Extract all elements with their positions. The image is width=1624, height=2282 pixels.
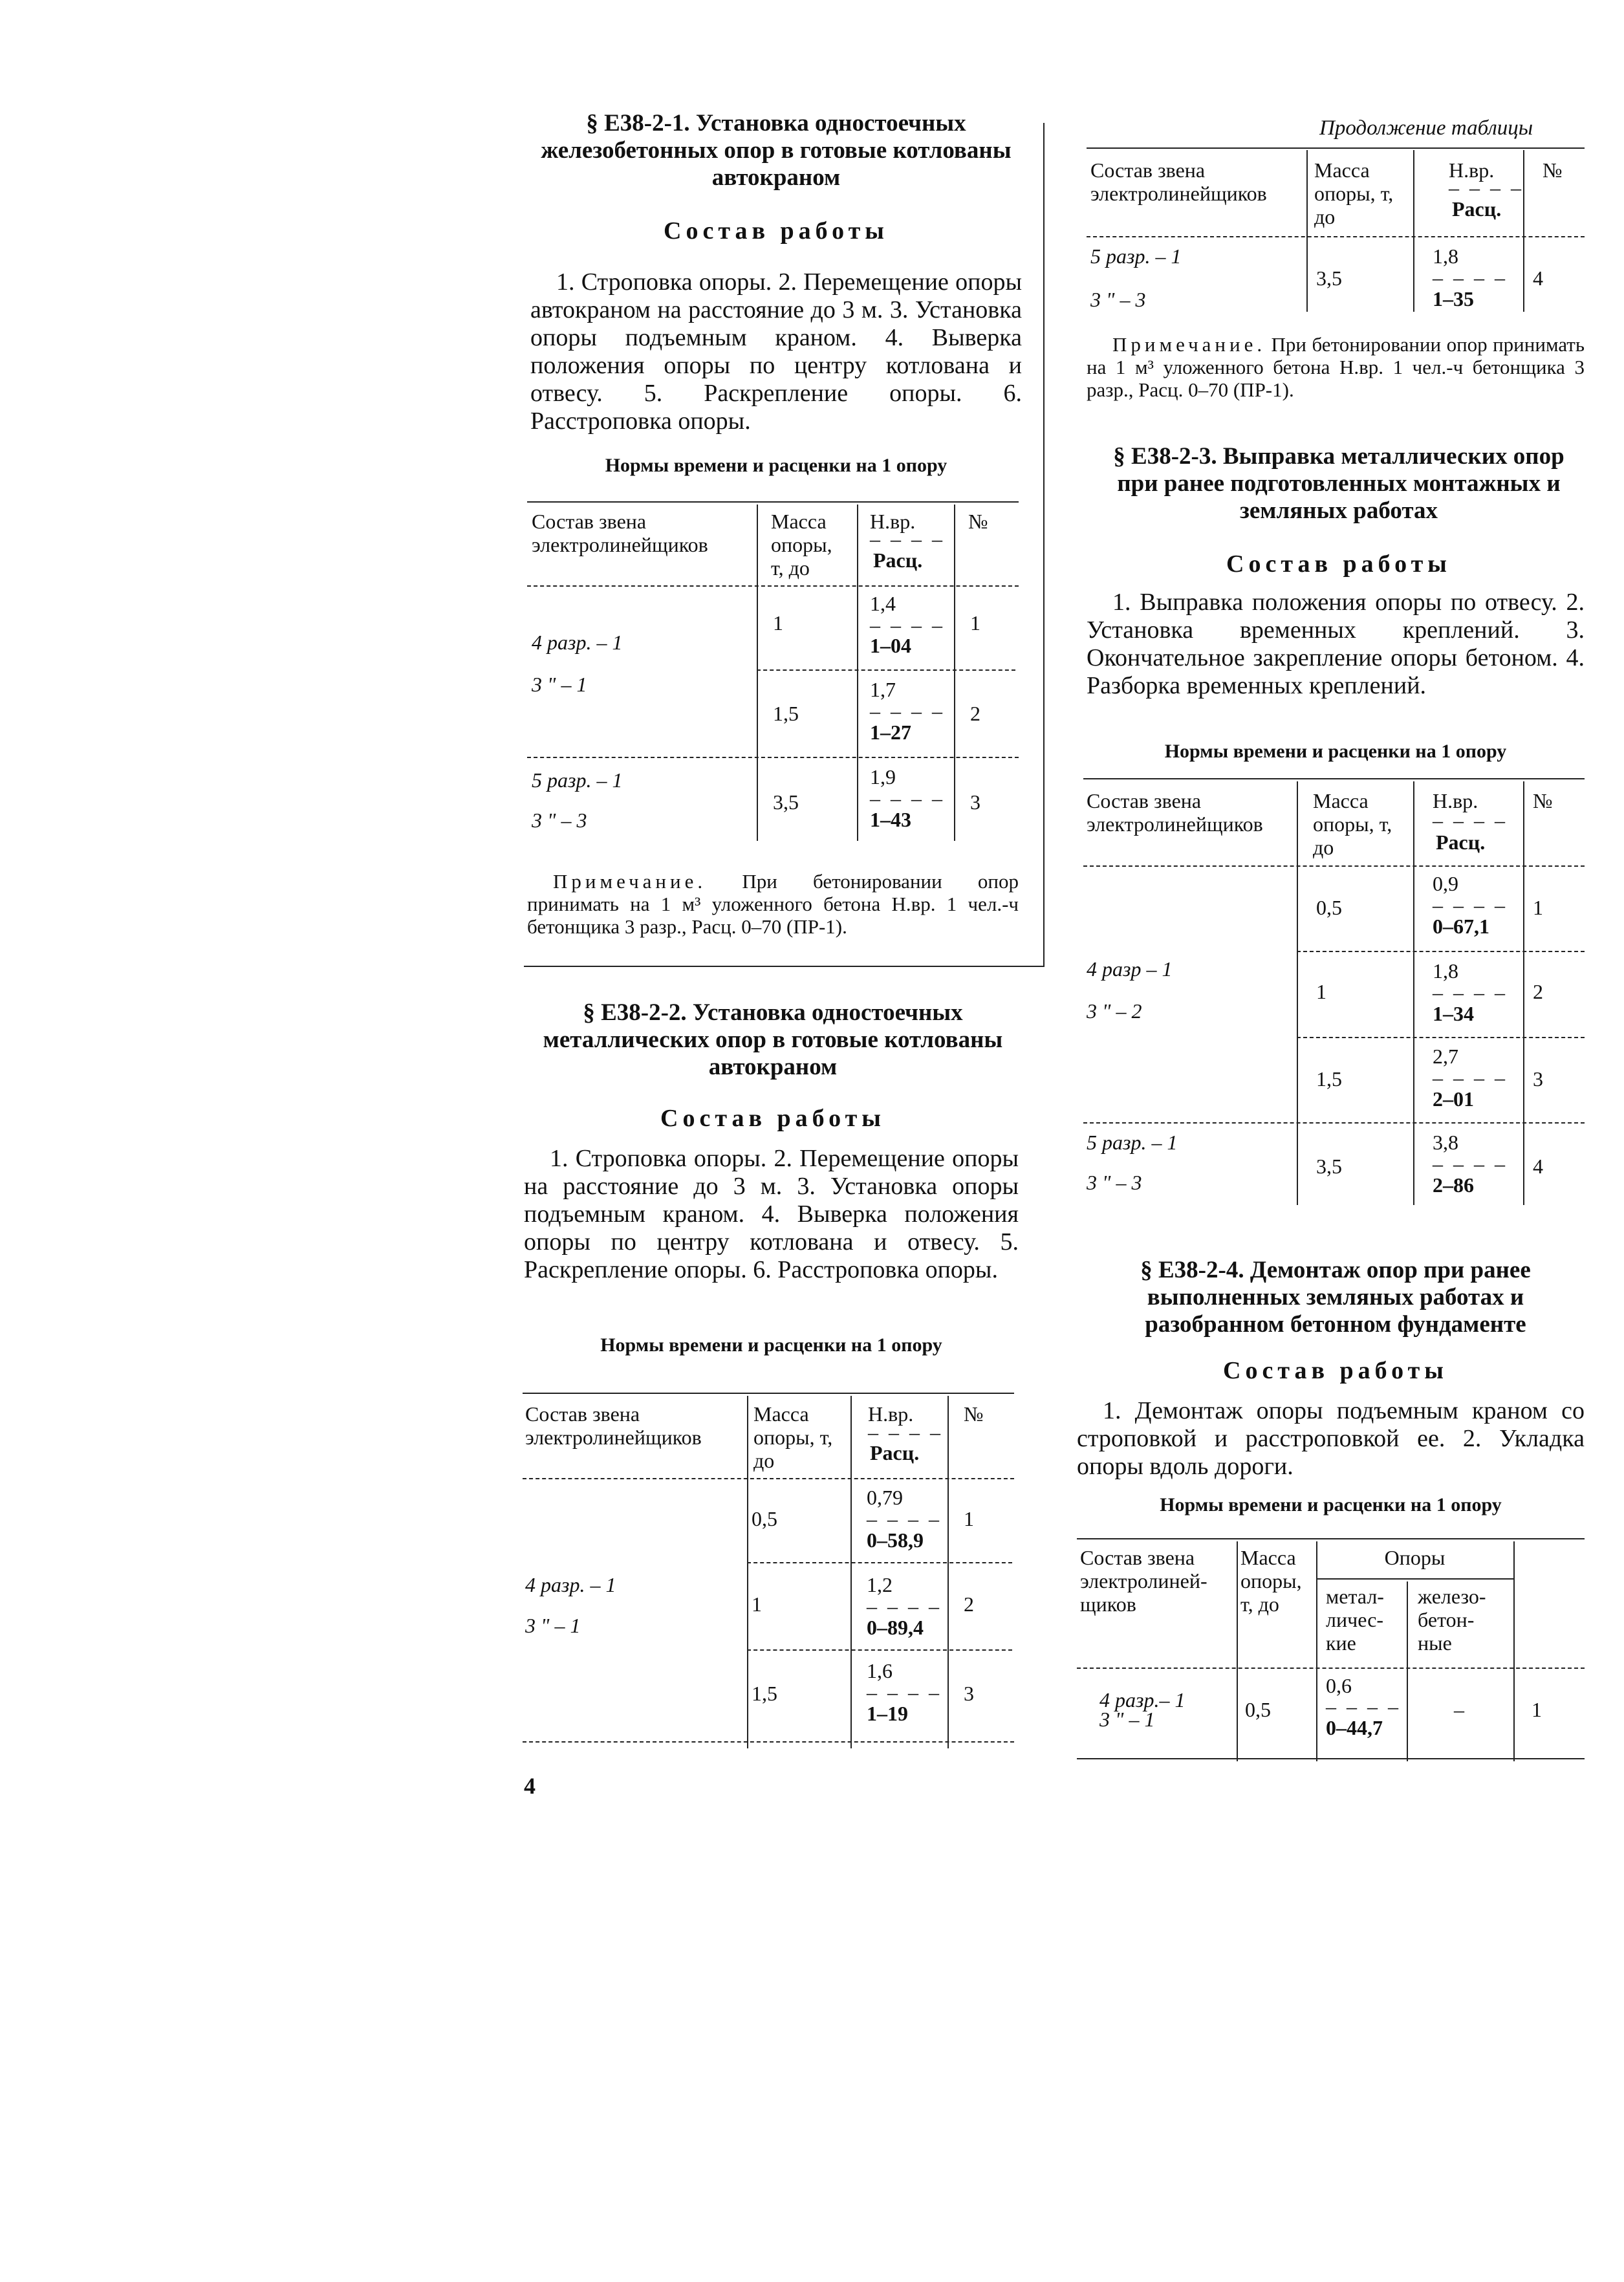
crew-line: 4 разр – 1 bbox=[1087, 957, 1173, 981]
row-number: 4 bbox=[1533, 1155, 1543, 1178]
row-number: 1 bbox=[1533, 896, 1543, 919]
table-header-crew: Состав звена электролинейщиков bbox=[532, 510, 708, 556]
section-e38-2-3-table-caption: Нормы времени и расценки на 1 опору bbox=[1164, 741, 1507, 762]
crew-line: 5 разр. – 1 bbox=[1087, 1131, 1178, 1154]
section-e38-2-2-title: § Е38-2-2. Установка одностоечных металлических опор в готовые котлованы автокраном bbox=[543, 999, 1003, 1080]
nvr-cell: 0,79 bbox=[867, 1486, 903, 1509]
row-number: 4 bbox=[1533, 266, 1543, 290]
row-number: 1 bbox=[1532, 1698, 1542, 1721]
crew-line: 4 разр.– 1 bbox=[1099, 1688, 1186, 1712]
table-header-crew: Состав звена электролиней-щиков bbox=[1080, 1546, 1207, 1616]
mass-cell: 0,5 bbox=[752, 1507, 777, 1530]
section-frame-bottom bbox=[524, 966, 1045, 967]
mass-cell: 1,5 bbox=[1316, 1067, 1342, 1091]
table-header-rasc: Расц. bbox=[870, 1441, 920, 1464]
section-e38-2-2-sostav-heading: Состав работы bbox=[660, 1105, 885, 1132]
table-header-no: № bbox=[964, 1402, 984, 1426]
section-e38-2-1-table-caption: Нормы времени и расценки на 1 опору bbox=[605, 455, 947, 476]
section-e38-2-3-body: 1. Выправка положения опоры по отвесу. 2. Установка временных креплений. 3. Окончательное закрепление опоры бетоном. 4. Разборка временных креплений. bbox=[1087, 589, 1585, 699]
row-number: 1 bbox=[970, 611, 980, 635]
table-header-no: № bbox=[1543, 158, 1563, 182]
table-header-mass: Масса опоры, т, до bbox=[1313, 789, 1392, 859]
fraction-dash: – – – – bbox=[1433, 1066, 1508, 1089]
section-e38-2-3-title: § Е38-2-3. Выправка металлических опор при ранее подготовленных монтажных и земляных работах bbox=[1113, 443, 1564, 524]
mass-cell: 1,5 bbox=[752, 1682, 777, 1705]
rasc-cell: 1–35 bbox=[1433, 287, 1474, 310]
rasc-cell: 1–04 bbox=[870, 634, 911, 657]
table-header-metal: метал-личес-кие bbox=[1326, 1585, 1384, 1655]
table-header-supports: Опоры bbox=[1384, 1546, 1445, 1569]
crew-line: 3 " – 3 bbox=[1087, 1171, 1142, 1194]
mass-cell: 1 bbox=[773, 611, 783, 635]
table-header-nvr: Н.вр. bbox=[1433, 789, 1478, 812]
table-header-nvr: Н.вр. bbox=[868, 1402, 914, 1426]
reinforced-concrete-cell: – bbox=[1454, 1698, 1464, 1721]
table-header-crew: Состав звена электролинейщиков bbox=[1090, 158, 1267, 205]
rasc-cell: 1–34 bbox=[1433, 1002, 1474, 1025]
mass-cell: 3,5 bbox=[1316, 1155, 1342, 1178]
note-label: Примечание. bbox=[1112, 333, 1266, 356]
rasc-cell: 1–27 bbox=[870, 721, 911, 744]
table-header-dash: – – – – bbox=[870, 527, 945, 550]
section-e38-2-4-body: 1. Демонтаж опоры подъемным краном со строповкой и расстроповкой ее. 2. Укладка опоры вдоль дороги. bbox=[1077, 1397, 1585, 1480]
mass-cell: 1 bbox=[752, 1592, 762, 1616]
nvr-cell: 1,8 bbox=[1433, 959, 1458, 983]
nvr-cell: 1,9 bbox=[870, 765, 896, 788]
nvr-cell: 3,8 bbox=[1433, 1131, 1458, 1154]
nvr-cell: 0,9 bbox=[1433, 872, 1458, 895]
mass-cell: 1 bbox=[1316, 980, 1326, 1003]
row-number: 3 bbox=[1533, 1067, 1543, 1091]
section-e38-2-1-note bbox=[527, 870, 1019, 938]
table-header-crew: Состав звена электролинейщиков bbox=[1087, 789, 1263, 836]
continuation-note bbox=[1087, 333, 1585, 401]
fraction-dash: – – – – bbox=[867, 1594, 942, 1618]
crew-line: 4 разр. – 1 bbox=[525, 1573, 616, 1596]
row-number: 2 bbox=[1533, 980, 1543, 1003]
table-header-no: № bbox=[1533, 789, 1553, 812]
fraction-dash: – – – – bbox=[867, 1680, 942, 1704]
crew-line: 5 разр. – 1 bbox=[532, 768, 623, 792]
mass-cell: 3,5 bbox=[773, 790, 799, 814]
mass-cell: 0,5 bbox=[1316, 896, 1342, 919]
table-header-rasc: Расц. bbox=[873, 549, 923, 572]
crew-line: 5 разр. – 1 bbox=[1090, 244, 1182, 268]
row-number: 1 bbox=[964, 1507, 974, 1530]
fraction-dash: – – – – bbox=[1326, 1695, 1401, 1718]
rasc-cell: 2–01 bbox=[1433, 1087, 1474, 1111]
nvr-cell: 0,6 bbox=[1326, 1674, 1352, 1697]
table-header-no: № bbox=[968, 510, 988, 533]
table-header-rasc: Расц. bbox=[1436, 831, 1486, 854]
fraction-dash: – – – – bbox=[1433, 1152, 1508, 1175]
section-e38-2-4-title: § Е38-2-4. Демонтаж опор при ранее выполненных земляных работах и разобранном бетонном фундаменте bbox=[1140, 1257, 1531, 1338]
table-header-mass: Масса опоры, т, до bbox=[1314, 158, 1394, 228]
nvr-cell: 1,2 bbox=[867, 1573, 893, 1596]
mass-cell: 1,5 bbox=[773, 702, 799, 725]
fraction-dash: – – – – bbox=[870, 699, 945, 723]
rasc-cell: 1–19 bbox=[867, 1702, 908, 1725]
crew-line: 3 " – 3 bbox=[532, 809, 587, 832]
table-header-rasc: Расц. bbox=[1452, 197, 1502, 221]
section-e38-2-2-table-caption: Нормы времени и расценки на 1 опору bbox=[600, 1334, 942, 1356]
crew-line: 3 " – 1 bbox=[532, 673, 587, 696]
section-e38-2-4-sostav-heading: Состав работы bbox=[1223, 1357, 1448, 1384]
section-e38-2-1-title: § Е38-2-1. Установка одностоечных железобетонных опор в готовые котлованы автокраном bbox=[541, 110, 1012, 191]
mass-cell: 3,5 bbox=[1316, 266, 1342, 290]
table-header-nvr: Н.вр. bbox=[1449, 158, 1495, 182]
row-number: 2 bbox=[970, 702, 980, 725]
crew-line: 3 " – 2 bbox=[1087, 999, 1142, 1023]
row-number: 2 bbox=[964, 1592, 974, 1616]
rasc-cell: 0–67,1 bbox=[1433, 915, 1489, 938]
section-e38-2-2-body: 1. Строповка опоры. 2. Перемещение опоры на расстояние до 3 м. 3. Установка опоры подъемным краном. 4. Выверка положения опоры по центру котлована и отвесу. 5. Раскрепление опоры. 6. Расстроповка опоры. bbox=[524, 1145, 1019, 1283]
rasc-cell: 0–44,7 bbox=[1326, 1716, 1383, 1739]
note-text: При бетонировании опор принимать на 1 м³ уложенного бетона Н.вр. 1 чел.-ч бетонщика 3 разр., Расц. 0–70 (ПР-1). bbox=[1087, 333, 1585, 401]
rasc-cell: 2–86 bbox=[1433, 1173, 1474, 1197]
fraction-dash: – – – – bbox=[1433, 893, 1508, 917]
fraction-dash: – – – – bbox=[1433, 266, 1508, 289]
column-divider bbox=[1043, 123, 1045, 967]
fraction-dash: – – – – bbox=[870, 787, 945, 810]
fraction-dash: – – – – bbox=[1433, 981, 1508, 1004]
row-number: 3 bbox=[970, 790, 980, 814]
note-label: Примечание. bbox=[553, 870, 707, 893]
table-header-nvr: Н.вр. bbox=[870, 510, 916, 533]
fraction-dash: – – – – bbox=[870, 613, 945, 636]
rasc-cell: 0–58,9 bbox=[867, 1528, 924, 1552]
crew-line: 4 разр. – 1 bbox=[532, 631, 623, 654]
mass-cell: 0,5 bbox=[1245, 1698, 1271, 1721]
nvr-cell: 1,4 bbox=[870, 592, 896, 615]
nvr-cell: 2,7 bbox=[1433, 1045, 1458, 1068]
fraction-dash: – – – – bbox=[867, 1507, 942, 1530]
table-header-mass: Масса опоры, т, до bbox=[753, 1402, 833, 1472]
section-e38-2-3-sostav-heading: Состав работы bbox=[1226, 550, 1451, 578]
table-header-dash: – – – – bbox=[1433, 809, 1508, 832]
crew-line: 3 " – 1 bbox=[525, 1614, 581, 1637]
table-header-dash: – – – – bbox=[868, 1420, 943, 1444]
table-header-crew: Состав звена электролинейщиков bbox=[525, 1402, 702, 1449]
nvr-cell: 1,7 bbox=[870, 678, 896, 701]
section-e38-2-1-sostav-heading: Состав работы bbox=[664, 217, 889, 244]
crew-line: 3 " – 3 bbox=[1090, 288, 1146, 311]
section-e38-2-1-body: 1. Строповка опоры. 2. Перемещение опоры автокраном на расстояние до 3 м. 3. Установка опоры подъемным краном. 4. Выверка положения опоры по центру котлована и отвесу. 5. Раскрепление опоры. 6. Расстроповка опоры. bbox=[530, 268, 1022, 435]
table-header-mass: Масса опоры, т, до bbox=[1240, 1546, 1302, 1616]
section-e38-2-4-table-caption: Нормы времени и расценки на 1 опору bbox=[1160, 1494, 1502, 1516]
row-number: 3 bbox=[964, 1682, 974, 1705]
rasc-cell: 1–43 bbox=[870, 808, 911, 831]
nvr-cell: 1,8 bbox=[1433, 244, 1458, 268]
rasc-cell: 0–89,4 bbox=[867, 1616, 924, 1639]
table-header-rc: железо-бетон-ные bbox=[1418, 1585, 1486, 1655]
crew-line: 3 " – 1 bbox=[1099, 1708, 1155, 1731]
table-header-mass: Масса опоры, т, до bbox=[771, 510, 832, 580]
nvr-cell: 1,6 bbox=[867, 1659, 893, 1682]
continuation-label: Продолжение таблицы bbox=[1319, 116, 1533, 140]
table-header-dash: – – – – bbox=[1449, 176, 1524, 199]
note-text: При бетонировании опор принимать на 1 м³ уложенного бетона Н.вр. 1 чел.-ч бетонщика 3 разр., Расц. 0–70 (ПР-1). bbox=[527, 870, 1019, 938]
page-number: 4 bbox=[524, 1773, 536, 1799]
